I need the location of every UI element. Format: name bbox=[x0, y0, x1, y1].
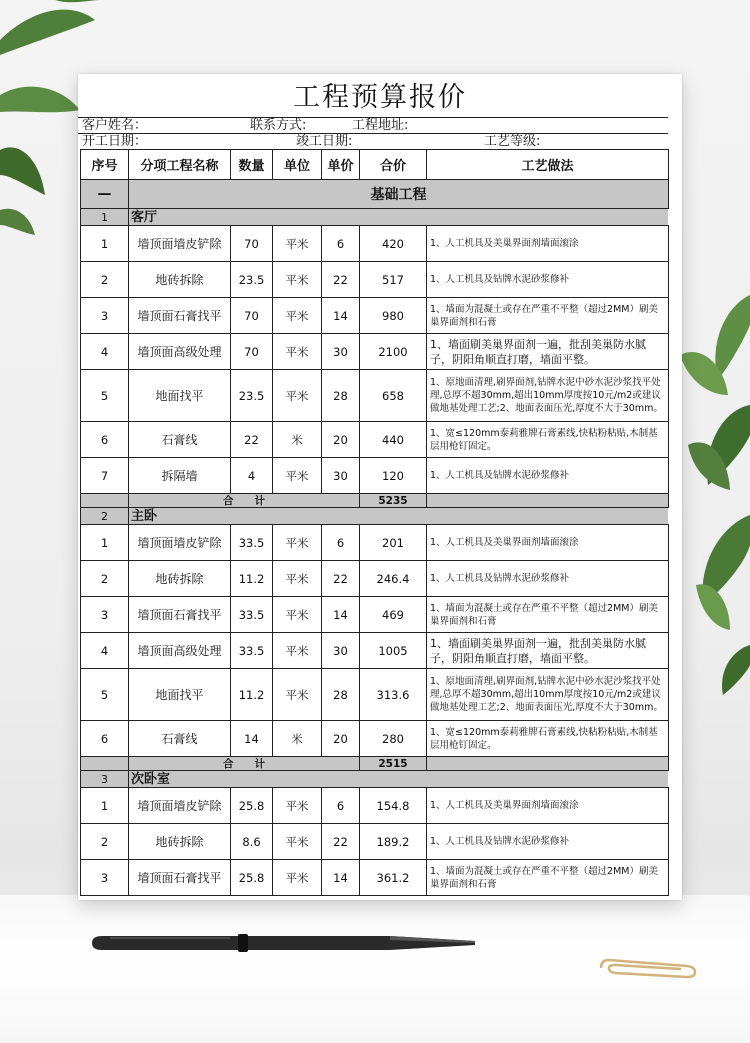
item-unit: 平米 bbox=[273, 525, 322, 561]
item-total: 517 bbox=[360, 262, 427, 298]
item-unit-price: 20 bbox=[322, 721, 360, 757]
item-quantity: 33.5 bbox=[231, 633, 273, 669]
item-craft-description: 1、人工机具及美巢界面剂墙面滚涂 bbox=[427, 525, 669, 561]
subtotal-label: 合 计 bbox=[129, 494, 360, 508]
item-name: 墙顶面墙皮铲除 bbox=[129, 525, 231, 561]
item-name: 地砖拆除 bbox=[129, 561, 231, 597]
item-unit: 平米 bbox=[273, 788, 322, 824]
room-name: 客厅 bbox=[129, 209, 669, 226]
item-number: 2 bbox=[81, 262, 129, 298]
item-total: 313.6 bbox=[360, 669, 427, 721]
item-quantity: 23.5 bbox=[231, 370, 273, 422]
client-info-row bbox=[78, 117, 668, 133]
table-row bbox=[81, 262, 669, 298]
item-number: 6 bbox=[81, 721, 129, 757]
item-unit-price: 30 bbox=[322, 334, 360, 370]
item-craft-description: 1、人工机具及钻牌水泥砂浆修补 bbox=[427, 262, 669, 298]
item-craft-description: 1、墙面为混凝土或存在严重不平整（超过2MM）刷美巢界面剂和石膏 bbox=[427, 860, 669, 896]
item-quantity: 11.2 bbox=[231, 561, 273, 597]
item-number: 3 bbox=[81, 298, 129, 334]
item-total: 189.2 bbox=[360, 824, 427, 860]
item-number: 3 bbox=[81, 597, 129, 633]
item-unit-price: 20 bbox=[322, 422, 360, 458]
item-quantity: 70 bbox=[231, 226, 273, 262]
col-header-no: 序号 bbox=[81, 150, 129, 180]
item-name: 拆隔墙 bbox=[129, 458, 231, 494]
item-number: 5 bbox=[81, 370, 129, 422]
item-unit-price: 6 bbox=[322, 525, 360, 561]
subtotal-amount: 2515 bbox=[360, 757, 427, 771]
col-header-unit: 单位 bbox=[273, 150, 322, 180]
item-quantity: 70 bbox=[231, 334, 273, 370]
table-row bbox=[81, 422, 669, 458]
craft-level-label: 工艺等级: bbox=[484, 134, 541, 149]
subtotal-blank bbox=[81, 757, 129, 771]
room-name: 主卧 bbox=[129, 508, 669, 525]
date-info-row bbox=[78, 133, 668, 149]
item-craft-description: 1、人工机具及钻牌水泥砂浆修补 bbox=[427, 824, 669, 860]
item-craft-description: 1、宽≤120mm泰莉雅牌石膏素线,快粘粉粘贴,木制基层用枪钉固定。 bbox=[427, 721, 669, 757]
item-unit: 平米 bbox=[273, 298, 322, 334]
item-unit-price: 22 bbox=[322, 561, 360, 597]
item-unit-price: 6 bbox=[322, 226, 360, 262]
item-name: 石膏线 bbox=[129, 422, 231, 458]
subtotal-label: 合 计 bbox=[129, 757, 360, 771]
item-total: 469 bbox=[360, 597, 427, 633]
item-unit: 米 bbox=[273, 721, 322, 757]
item-unit: 平米 bbox=[273, 370, 322, 422]
item-number: 4 bbox=[81, 633, 129, 669]
item-quantity: 25.8 bbox=[231, 860, 273, 896]
item-unit-price: 14 bbox=[322, 597, 360, 633]
table-row bbox=[81, 721, 669, 757]
item-craft-description: 1、墙面为混凝土或存在严重不平整（超过2MM）刷美巢界面剂和石膏 bbox=[427, 597, 669, 633]
item-unit: 平米 bbox=[273, 669, 322, 721]
item-name: 墙顶面墙皮铲除 bbox=[129, 788, 231, 824]
item-quantity: 22 bbox=[231, 422, 273, 458]
col-header-qty: 数量 bbox=[231, 150, 273, 180]
item-unit: 平米 bbox=[273, 860, 322, 896]
item-name: 墙顶面石膏找平 bbox=[129, 860, 231, 896]
item-craft-description: 1、原地面清理,刷界面剂,钻牌水泥中砂水泥沙浆找平处理,总厚不超30mm,超出10mm厚度按10元/m2或建议做地基处理工艺;2、地面表面压光,厚度不大于30mm。 bbox=[427, 669, 669, 721]
item-name: 石膏线 bbox=[129, 721, 231, 757]
item-number: 2 bbox=[81, 824, 129, 860]
table-row bbox=[81, 788, 669, 824]
room-number: 3 bbox=[81, 771, 129, 788]
pen bbox=[90, 928, 480, 958]
item-name: 地面找平 bbox=[129, 669, 231, 721]
item-unit-price: 14 bbox=[322, 860, 360, 896]
item-quantity: 11.2 bbox=[231, 669, 273, 721]
table-row bbox=[81, 561, 669, 597]
table-body bbox=[81, 180, 669, 896]
subtotal-craft-blank bbox=[427, 494, 669, 508]
col-header-craft: 工艺做法 bbox=[427, 150, 669, 180]
item-unit: 平米 bbox=[273, 597, 322, 633]
section-number: — bbox=[81, 180, 129, 209]
table-row bbox=[81, 669, 669, 721]
room-number: 2 bbox=[81, 508, 129, 525]
room-name: 次卧室 bbox=[129, 771, 669, 788]
item-unit-price: 6 bbox=[322, 788, 360, 824]
room-row bbox=[81, 508, 669, 525]
item-number: 3 bbox=[81, 860, 129, 896]
col-header-item: 分项工程名称 bbox=[129, 150, 231, 180]
subtotal-blank bbox=[81, 494, 129, 508]
item-total: 658 bbox=[360, 370, 427, 422]
project-address-label: 工程地址: bbox=[352, 118, 409, 133]
table-header-row bbox=[81, 150, 669, 180]
item-craft-description: 1、人工机具及钻牌水泥砂浆修补 bbox=[427, 458, 669, 494]
item-total: 1005 bbox=[360, 633, 427, 669]
item-unit-price: 28 bbox=[322, 370, 360, 422]
item-number: 6 bbox=[81, 422, 129, 458]
subtotal-craft-blank bbox=[427, 757, 669, 771]
item-name: 墙顶面高级处理 bbox=[129, 633, 231, 669]
item-number: 1 bbox=[81, 525, 129, 561]
item-quantity: 33.5 bbox=[231, 597, 273, 633]
col-header-total: 合价 bbox=[360, 150, 427, 180]
table-row bbox=[81, 860, 669, 896]
item-total: 420 bbox=[360, 226, 427, 262]
item-number: 4 bbox=[81, 334, 129, 370]
table-row bbox=[81, 458, 669, 494]
item-craft-description: 1、人工机具及钻牌水泥砂浆修补 bbox=[427, 561, 669, 597]
item-total: 246.4 bbox=[360, 561, 427, 597]
table-row bbox=[81, 334, 669, 370]
item-unit-price: 30 bbox=[322, 458, 360, 494]
item-unit: 平米 bbox=[273, 262, 322, 298]
subtotal-row bbox=[81, 757, 669, 771]
item-quantity: 4 bbox=[231, 458, 273, 494]
client-name-label: 客户姓名： bbox=[82, 118, 148, 133]
item-unit: 平米 bbox=[273, 458, 322, 494]
table-row bbox=[81, 525, 669, 561]
room-row bbox=[81, 209, 669, 226]
item-name: 墙顶面石膏找平 bbox=[129, 298, 231, 334]
item-total: 120 bbox=[360, 458, 427, 494]
finish-date-label: 竣工日期: bbox=[296, 134, 353, 149]
item-unit-price: 14 bbox=[322, 298, 360, 334]
table-row bbox=[81, 824, 669, 860]
page-title: 工程预算报价 bbox=[293, 82, 467, 113]
item-unit: 平米 bbox=[273, 633, 322, 669]
col-header-price: 单价 bbox=[322, 150, 360, 180]
room-row bbox=[81, 771, 669, 788]
item-name: 墙顶面高级处理 bbox=[129, 334, 231, 370]
section-row bbox=[81, 180, 669, 209]
item-total: 440 bbox=[360, 422, 427, 458]
item-quantity: 25.8 bbox=[231, 788, 273, 824]
item-number: 5 bbox=[81, 669, 129, 721]
item-craft-description: 1、墙面刷美巢界面剂一遍，批刮美巢防水腻子，阴阳角顺直打磨，墙面平整。 bbox=[427, 633, 669, 669]
item-name: 墙顶面墙皮铲除 bbox=[129, 226, 231, 262]
budget-table bbox=[80, 149, 669, 896]
item-name: 墙顶面石膏找平 bbox=[129, 597, 231, 633]
item-number: 1 bbox=[81, 226, 129, 262]
table-row bbox=[81, 370, 669, 422]
paper-clip bbox=[595, 956, 700, 980]
subtotal-amount: 5235 bbox=[360, 494, 427, 508]
item-total: 201 bbox=[360, 525, 427, 561]
section-title: 基础工程 bbox=[129, 180, 669, 209]
contact-label: 联系方式: bbox=[250, 118, 307, 133]
subtotal-row bbox=[81, 494, 669, 508]
table-row bbox=[81, 597, 669, 633]
item-craft-description: 1、墙面刷美巢界面剂一遍，批刮美巢防水腻子，阴阳角顺直打磨，墙面平整。 bbox=[427, 334, 669, 370]
item-total: 980 bbox=[360, 298, 427, 334]
table-row bbox=[81, 226, 669, 262]
item-unit: 平米 bbox=[273, 334, 322, 370]
table-row bbox=[81, 298, 669, 334]
room-number: 1 bbox=[81, 209, 129, 226]
item-craft-description: 1、原地面清理,刷界面剂,钻牌水泥中砂水泥沙浆找平处理,总厚不超30mm,超出10mm厚度按10元/m2或建议做地基处理工艺;2、地面表面压光,厚度不大于30mm。 bbox=[427, 370, 669, 422]
item-craft-description: 1、人工机具及美巢界面剂墙面滚涂 bbox=[427, 226, 669, 262]
item-unit: 平米 bbox=[273, 824, 322, 860]
item-unit-price: 22 bbox=[322, 262, 360, 298]
item-number: 1 bbox=[81, 788, 129, 824]
item-name: 地砖拆除 bbox=[129, 262, 231, 298]
item-total: 361.2 bbox=[360, 860, 427, 896]
item-quantity: 14 bbox=[231, 721, 273, 757]
item-unit-price: 28 bbox=[322, 669, 360, 721]
table-row bbox=[81, 633, 669, 669]
item-craft-description: 1、人工机具及美巢界面剂墙面滚涂 bbox=[427, 788, 669, 824]
item-craft-description: 1、墙面为混凝土或存在严重不平整（超过2MM）刷美巢界面剂和石膏 bbox=[427, 298, 669, 334]
item-craft-description: 1、宽≤120mm泰莉雅牌石膏素线,快粘粉粘贴,木制基层用枪钉固定。 bbox=[427, 422, 669, 458]
item-total: 2100 bbox=[360, 334, 427, 370]
item-unit-price: 22 bbox=[322, 824, 360, 860]
item-unit: 米 bbox=[273, 422, 322, 458]
item-number: 7 bbox=[81, 458, 129, 494]
item-number: 2 bbox=[81, 561, 129, 597]
item-name: 地砖拆除 bbox=[129, 824, 231, 860]
item-name: 地面找平 bbox=[129, 370, 231, 422]
item-unit-price: 30 bbox=[322, 633, 360, 669]
item-quantity: 8.6 bbox=[231, 824, 273, 860]
item-total: 280 bbox=[360, 721, 427, 757]
start-date-label: 开工日期： bbox=[82, 134, 148, 149]
item-total: 154.8 bbox=[360, 788, 427, 824]
quote-sheet bbox=[78, 74, 682, 900]
item-unit: 平米 bbox=[273, 561, 322, 597]
item-unit: 平米 bbox=[273, 226, 322, 262]
item-quantity: 23.5 bbox=[231, 262, 273, 298]
item-quantity: 70 bbox=[231, 298, 273, 334]
item-quantity: 33.5 bbox=[231, 525, 273, 561]
